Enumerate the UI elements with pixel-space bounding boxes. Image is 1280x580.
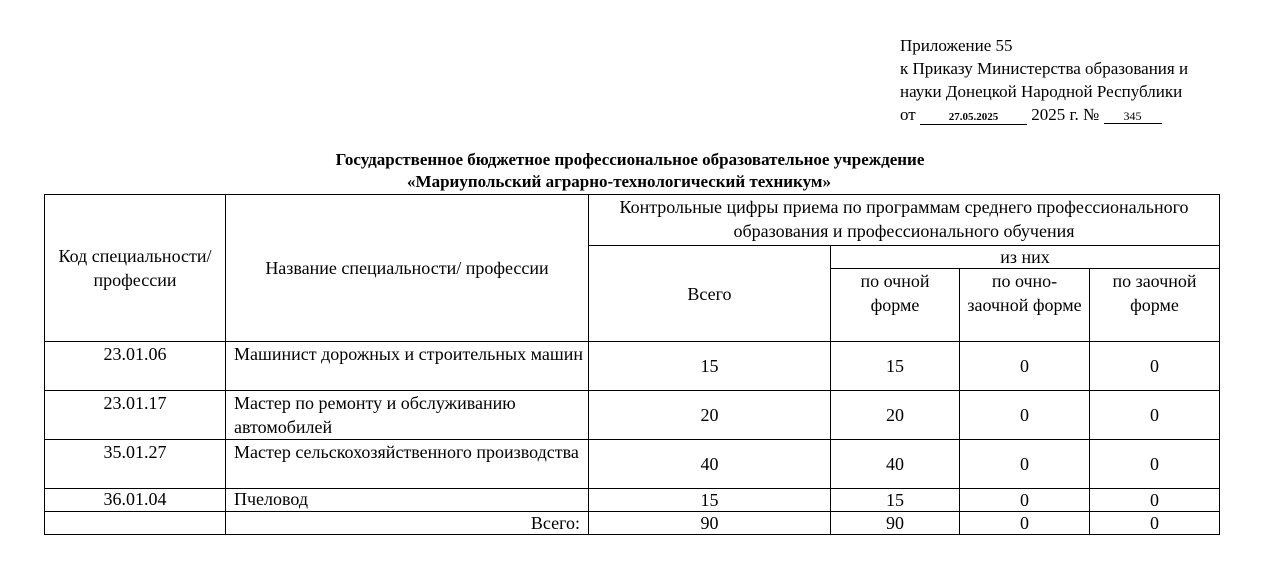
table-row	[45, 391, 1220, 440]
row-correspondence: 0	[1090, 391, 1220, 440]
row-correspondence: 0	[1090, 342, 1220, 391]
appendix-title: Приложение 55	[900, 36, 1013, 55]
from-label: от	[900, 105, 916, 124]
summary-part-time: 0	[960, 512, 1090, 535]
row-name: Машинист дорожных и строительных машин	[226, 342, 589, 391]
row-correspondence: 0	[1090, 489, 1220, 512]
summary-code-empty	[45, 512, 226, 535]
row-name: Пчеловод	[226, 489, 589, 512]
header-of-them: из них	[831, 246, 1220, 269]
appendix-date-line	[900, 103, 1188, 126]
admission-plan-table	[44, 194, 1220, 535]
header-full-time: по очной форме	[831, 269, 960, 342]
row-total: 15	[589, 342, 831, 391]
row-name: Мастер сельскохозяйственного производства	[226, 440, 589, 489]
organization-title	[0, 149, 1280, 193]
appendix-ministry-line: науки Донецкой Народной Республики	[900, 82, 1183, 101]
appendix-order-line: к Приказу Министерства образования и	[900, 59, 1189, 78]
table-header-row	[45, 195, 1220, 246]
row-full-time: 20	[831, 391, 960, 440]
year-label: 2025 г. №	[1031, 105, 1100, 124]
organization-type: Государственное бюджетное профессиональное образовательное учреждение	[335, 150, 925, 169]
row-code: 23.01.06	[45, 342, 226, 391]
table-row	[45, 440, 1220, 489]
row-total: 15	[589, 489, 831, 512]
table-summary-row	[45, 512, 1220, 535]
order-date: 27.05.2025	[920, 110, 1027, 125]
summary-total: 90	[589, 512, 831, 535]
table-row	[45, 489, 1220, 512]
header-name: Название специальности/ профессии	[226, 195, 589, 342]
row-part-time: 0	[960, 440, 1090, 489]
row-full-time: 15	[831, 342, 960, 391]
header-total: Всего	[589, 246, 831, 342]
row-correspondence: 0	[1090, 440, 1220, 489]
row-full-time: 40	[831, 440, 960, 489]
row-total: 20	[589, 391, 831, 440]
row-code: 36.01.04	[45, 489, 226, 512]
summary-full-time: 90	[831, 512, 960, 535]
summary-correspondence: 0	[1090, 512, 1220, 535]
table-row	[45, 342, 1220, 391]
row-code: 35.01.27	[45, 440, 226, 489]
header-code: Код специальности/ профессии	[45, 195, 226, 342]
header-control-figures: Контрольные цифры приема по программам среднего профессионального образования и профессионального обучения	[589, 195, 1220, 246]
row-part-time: 0	[960, 489, 1090, 512]
row-name: Мастер по ремонту и обслуживанию автомобилей	[226, 391, 589, 440]
row-part-time: 0	[960, 391, 1090, 440]
row-full-time: 15	[831, 489, 960, 512]
header-correspondence: по заочной форме	[1090, 269, 1220, 342]
organization-name: «Мариупольский аграрно-технологический техникум»	[407, 172, 831, 191]
appendix-header	[900, 34, 1188, 126]
row-total: 40	[589, 440, 831, 489]
order-number: 345	[1104, 109, 1162, 124]
summary-label: Всего:	[226, 512, 589, 535]
header-part-time: по очно-заочной форме	[960, 269, 1090, 342]
row-part-time: 0	[960, 342, 1090, 391]
row-code: 23.01.17	[45, 391, 226, 440]
